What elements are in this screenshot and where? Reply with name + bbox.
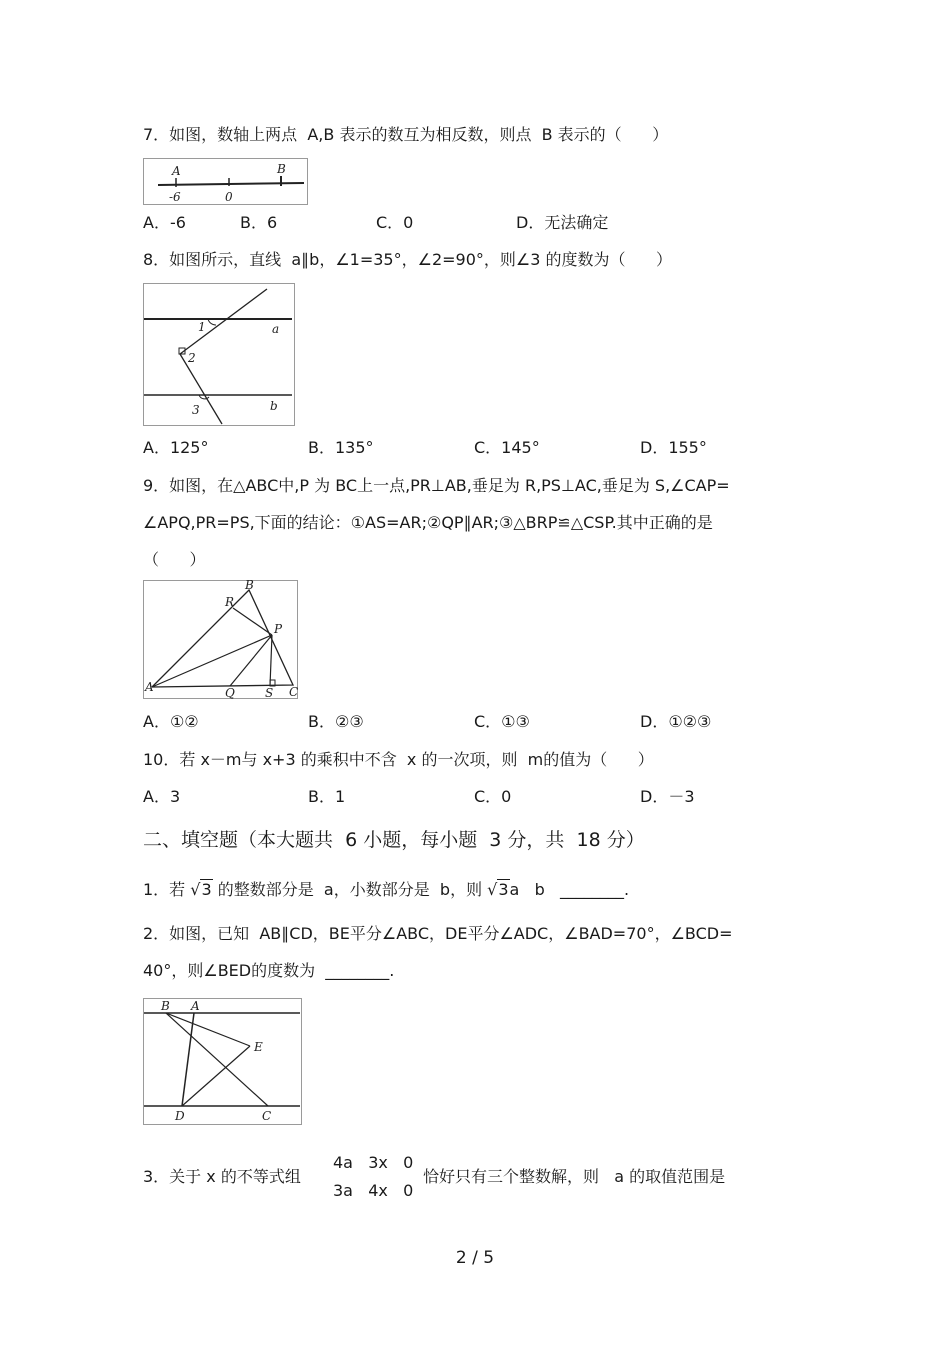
q8-text: 8．如图所示，直线 a∥b，∠1=35°，∠2=90°，则∠3 的度数为（ ） xyxy=(143,250,673,269)
q10-option-c[interactable]: C．0 xyxy=(474,787,512,806)
q8-label-2: 2 xyxy=(188,351,196,365)
q8-option-d[interactable]: D．155° xyxy=(640,438,707,457)
f1-suffix: a b ________. xyxy=(509,880,630,899)
q7-number-line-figure xyxy=(143,158,308,205)
q9-label-c: C xyxy=(289,685,299,699)
q7-option-a[interactable]: A．-6 xyxy=(143,213,186,232)
q7-label-b: B xyxy=(277,162,286,176)
f2-label-a: A xyxy=(191,999,200,1013)
f2-text-line2: 40°，则∠BED的度数为 ________. xyxy=(143,961,395,980)
q7-option-b[interactable]: B．6 xyxy=(240,213,278,232)
f1-radicand: 3 xyxy=(201,880,212,899)
q9-text-line3: （ ） xyxy=(143,550,206,569)
q9-text-line1: 9．如图，在△ABC中,P 为 BC上一点,PR⊥AB,垂足为 R,PS⊥AC,垂足为 S,∠CAP= xyxy=(143,476,730,495)
f2-text-line1: 2．如图，已知 AB∥CD，BE平分∠ABC，DE平分∠ADC，∠BAD=70°，∠BCD= xyxy=(143,924,733,943)
q9-label-r: R xyxy=(225,595,235,609)
q9-option-b[interactable]: B．②③ xyxy=(308,712,364,731)
q8-label-a: a xyxy=(272,322,280,336)
f3-system-row1: 4a 3x 0 xyxy=(333,1153,414,1172)
q9-label-b: B xyxy=(245,578,254,592)
q9-triangle-figure xyxy=(143,580,298,699)
q9-label-s: S xyxy=(265,686,274,700)
f2-label-c: C xyxy=(262,1109,272,1123)
q9-option-a[interactable]: A．①② xyxy=(143,712,199,731)
q7-option-d[interactable]: D．无法确定 xyxy=(516,213,609,232)
q9-option-d[interactable]: D．①②③ xyxy=(640,712,712,731)
q9-text-line2: ∠APQ,PR=PS,下面的结论：①AS=AR;②QP∥AR;③△BRP≌△CSP.其中正确的是 xyxy=(143,513,713,532)
f1-sqrt: √3 xyxy=(190,880,212,899)
q7-text: 7．如图，数轴上两点 A,B 表示的数互为相反数，则点 B 表示的（ ） xyxy=(143,125,669,144)
f1-radicand2: 3 xyxy=(498,880,509,899)
q9-label-p: P xyxy=(274,622,283,636)
q9-label-q: Q xyxy=(225,686,235,700)
q8-option-c[interactable]: C．145° xyxy=(474,438,540,457)
f2-label-b: B xyxy=(161,999,170,1013)
section2-title: 二、填空题（本大题共 6 小题，每小题 3 分，共 18 分） xyxy=(143,829,645,851)
q8-label-b: b xyxy=(270,399,278,413)
f1-sqrt2: √3 xyxy=(487,880,509,899)
q9-option-c[interactable]: C．①③ xyxy=(474,712,530,731)
q8-option-b[interactable]: B．135° xyxy=(308,438,374,457)
q8-option-a[interactable]: A．125° xyxy=(143,438,209,457)
f2-label-d: D xyxy=(175,1109,185,1123)
f2-label-e: E xyxy=(254,1040,263,1054)
f3-suffix: 恰好只有三个整数解，则 a 的取值范围是 xyxy=(423,1167,726,1186)
q8-label-1: 1 xyxy=(198,320,206,334)
page-number: 2 / 5 xyxy=(455,1248,495,1268)
q10-option-b[interactable]: B．1 xyxy=(308,787,346,806)
f1-prefix: 1．若 xyxy=(143,880,191,899)
q7-label-zero: 0 xyxy=(225,190,233,204)
q7-option-c[interactable]: C．0 xyxy=(376,213,414,232)
f3-prefix: 3．关于 x 的不等式组 xyxy=(143,1167,301,1186)
f1-mid: 的整数部分是 a，小数部分是 b，则 xyxy=(212,880,488,899)
f3-system-row2: 3a 4x 0 xyxy=(333,1181,414,1200)
q10-option-a[interactable]: A．3 xyxy=(143,787,181,806)
q10-option-d[interactable]: D．－3 xyxy=(640,787,695,806)
q10-text: 10．若 x－m与 x+3 的乘积中不含 x 的一次项，则 m的值为（ ） xyxy=(143,750,654,769)
f1-text xyxy=(143,879,629,901)
q8-parallel-lines-figure xyxy=(143,283,295,426)
q8-label-3: 3 xyxy=(192,403,200,417)
f2-parallel-figure xyxy=(143,998,302,1125)
q7-label-minus6: -6 xyxy=(169,190,181,204)
q7-label-a: A xyxy=(172,164,181,178)
q9-label-a: A xyxy=(145,680,154,694)
